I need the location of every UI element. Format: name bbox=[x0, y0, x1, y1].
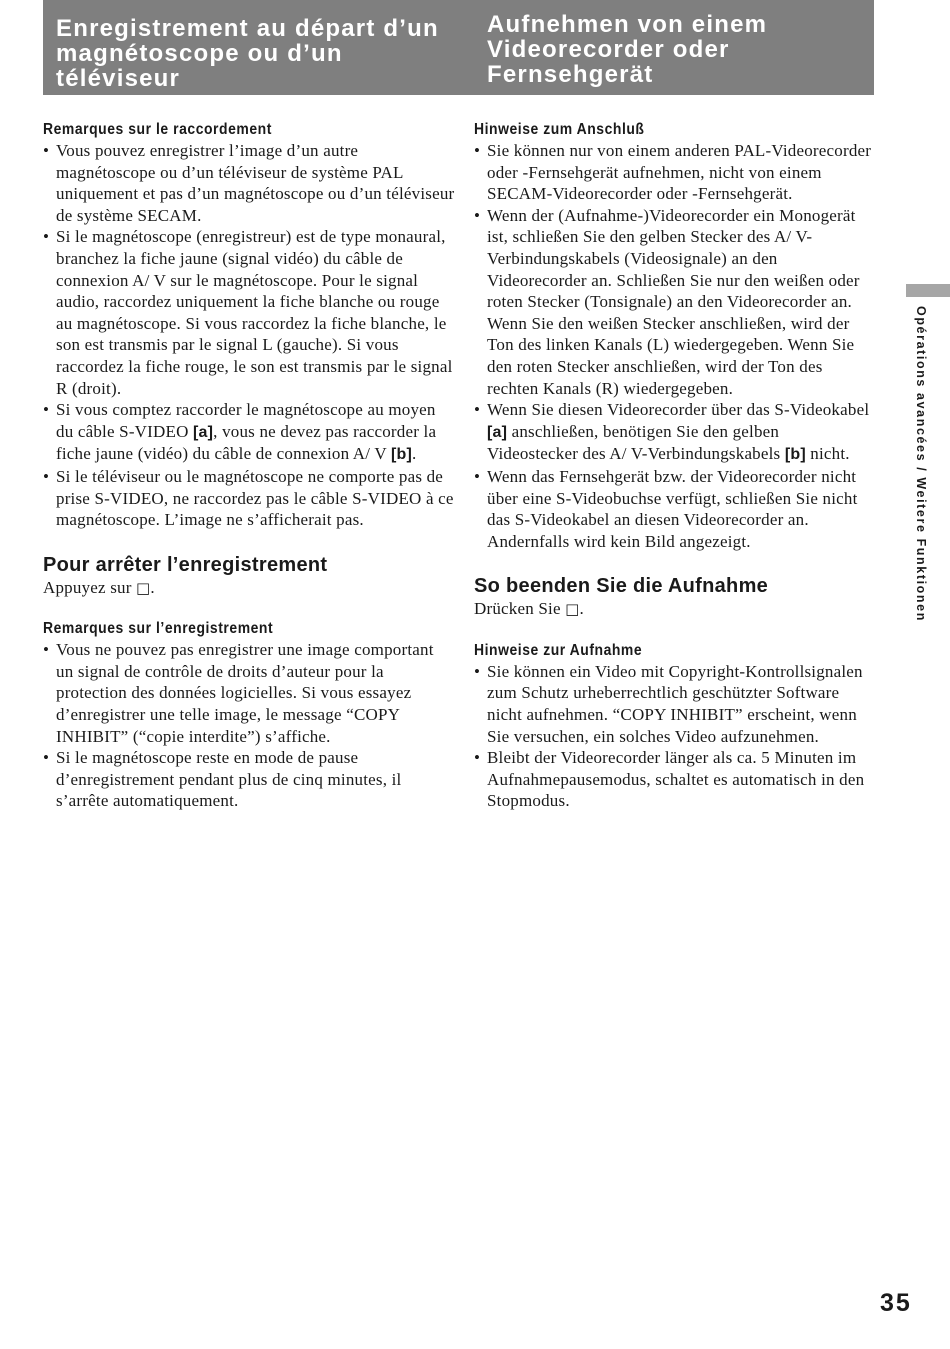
stop-button-icon: □ bbox=[565, 600, 580, 619]
page-title-fr: Enregistrement au départ d’un magnétoscope ou d’un téléviseur bbox=[56, 15, 439, 92]
list-item: • Sie können nur von einem anderen PAL-Videorecorder oder -Fernsehgerät aufnehmen, nicht von einem SECAM-Videorecorder oder -Fernsehgerät. bbox=[474, 140, 874, 205]
list-item: • Si le téléviseur ou le magnétoscope ne comporte pas de prise S-VIDEO, ne raccordez pas le câble S-VIDEO à ce magnétoscope. L’image ne s’afficherait pas. bbox=[43, 466, 455, 531]
list-item: • Wenn der (Aufnahme-)Videorecorder ein Monogerät ist, schließen Sie den gelben Stecker des A/ V-Verbindungskabels (Videosignale) an den Videorecorder an. Schließen Sie nur den weißen oder roten Stecker (Tonsignale) an den Videorecorder an. Wenn Sie den weißen Stecker anschließen, wird der Ton des linken Kanals (L) wiedergegeben. Wenn Sie den roten Stecker anschließen, wird der Ton des rechten Kanals (R) wiedergegeben. bbox=[474, 205, 874, 399]
list-item: • Wenn Sie diesen Videorecorder über das S-Videokabel [a] anschließen, benötigen Sie den gelben Videostecker des A/ V-Verbindungskabels [b] nicht. bbox=[474, 399, 874, 466]
list-item: • Si le magnétoscope reste en mode de pause d’enregistrement pendant plus de cinq minutes, il s’arrête automatiquement. bbox=[43, 747, 455, 812]
connection-notes-list-fr bbox=[43, 140, 455, 531]
list-item: • Vous pouvez enregistrer l’image d’un autre magnétoscope ou d’un téléviseur de système PAL uniquement et pas d’un magnétoscope ou d’un téléviseur de système SECAM. bbox=[43, 140, 455, 226]
page-title-de: Aufnehmen von einem Videorecorder oder Fernsehgerät bbox=[487, 11, 768, 88]
stop-recording-text-fr: Appuyez sur □. bbox=[43, 577, 155, 597]
list-item: • Bleibt der Videorecorder länger als ca. 5 Minuten im Aufnahmepausemodus, schaltet es automatisch in den Stopmodus. bbox=[474, 747, 874, 812]
section-side-label: Opérations avancées / Weitere Funktionen bbox=[914, 306, 928, 622]
column-french bbox=[43, 120, 455, 812]
list-item: • Vous ne pouvez pas enregistrer une image comportant un signal de contrôle de droits d’auteur pour la protection des données logicielles. Si vous essayez d’enregistrer une telle image, le message “COPY INHIBIT” (“copie interdite”) s’affiche. bbox=[43, 639, 455, 747]
stop-recording-text-de: Drücken Sie □. bbox=[474, 599, 584, 619]
list-item: • Wenn das Fernsehgerät bzw. der Videorecorder nicht über eine S-Videobuchse verfügt, schließen Sie nicht das S-Videokabel an diesen Videorecorder an. Andernfalls wird kein Bild angezeigt. bbox=[474, 466, 874, 552]
stop-recording-title-fr: Pour arrêter l’enregistrement bbox=[43, 553, 328, 576]
figure-ref-b: [b] bbox=[390, 446, 413, 464]
stop-button-icon: □ bbox=[136, 578, 151, 597]
connection-notes-heading-de: Hinweise zum Anschluß bbox=[474, 121, 645, 138]
recording-notes-list-fr bbox=[43, 639, 455, 812]
recording-notes-heading-fr: Remarques sur l’enregistrement bbox=[43, 620, 274, 638]
connection-notes-list-de bbox=[474, 140, 874, 552]
recording-notes-heading-de: Hinweise zur Aufnahme bbox=[474, 641, 643, 659]
list-item: • Si le magnétoscope (enregistreur) est de type monaural, branchez la fiche jaune (signal vidéo) du câble de connexion A/ V sur le magnétoscope. Pour le signal audio, raccordez uniquement la fiche blanche ou rouge au magnétoscope. Si vous raccordez la fiche blanche, le son est transmis par le signal L (gauche). Si vous raccordez la fiche rouge, le son est transmis par le signal R (droit). bbox=[43, 226, 455, 399]
figure-ref-b: [b] bbox=[784, 446, 806, 464]
connection-notes-heading-fr: Remarques sur le raccordement bbox=[43, 121, 272, 138]
figure-ref-a: [a] bbox=[193, 423, 214, 441]
column-german bbox=[474, 120, 874, 812]
section-tab-marker bbox=[906, 284, 950, 297]
stop-recording-title-de: So beenden Sie die Aufnahme bbox=[474, 575, 769, 598]
page-number: 35 bbox=[880, 1289, 912, 1317]
figure-ref-a: [a] bbox=[487, 423, 508, 441]
list-item: • Sie können ein Video mit Copyright-Kontrollsignalen zum Schutz urheberrechtlich geschützter Software nicht aufnehmen. “COPY INHIBIT” erscheint, wenn Sie versuchen, ein solches Video aufzunehmen. bbox=[474, 661, 874, 747]
recording-notes-list-de bbox=[474, 661, 874, 812]
list-item: • Si vous comptez raccorder le magnétoscope au moyen du câble S-VIDEO [a], vous ne devez pas raccorder la fiche jaune (vidéo) du câble de connexion A/ V [b]. bbox=[43, 399, 455, 466]
